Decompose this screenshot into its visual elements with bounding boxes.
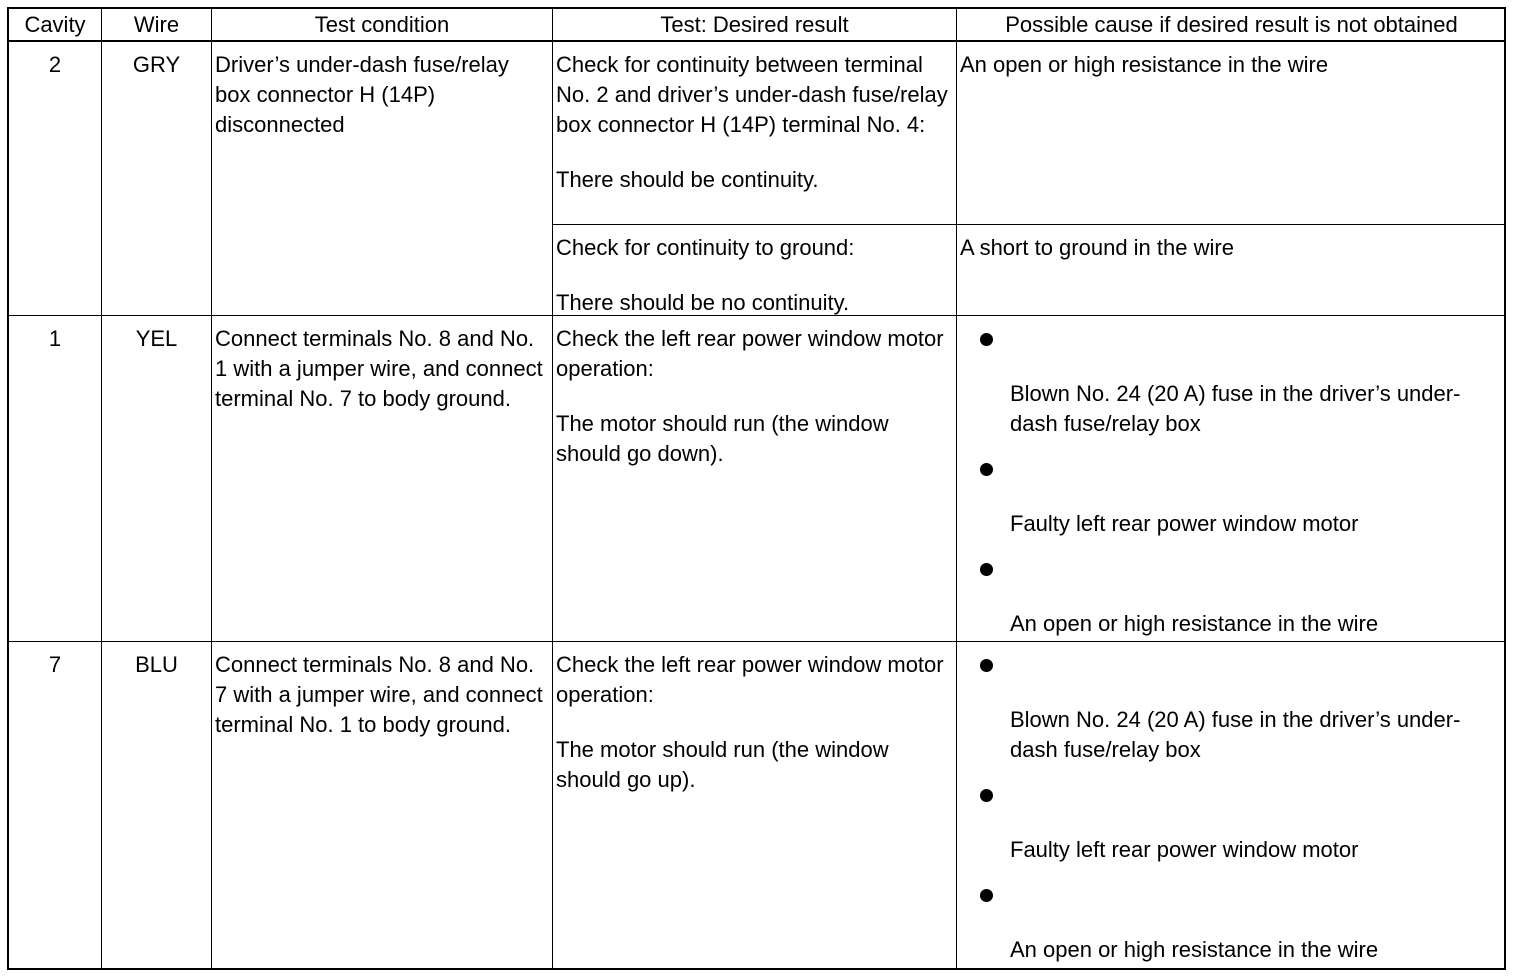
list-item xyxy=(960,780,1504,865)
row-2-test-condition: Driver’s under-dash fuse/relay box connector H (14P) disconnected xyxy=(212,42,553,316)
troubleshooting-table xyxy=(7,7,1506,970)
row-1-desired-result xyxy=(553,316,957,642)
row-2-ground-expect: There should be no continuity. xyxy=(556,290,850,315)
row-7-possible-causes xyxy=(957,642,1506,968)
list-item xyxy=(960,324,1504,439)
row-2-ground-test xyxy=(553,225,957,316)
header-wire: Wire xyxy=(102,9,212,42)
row-2-continuity-check: Check for continuity between terminal No. 2 and driver’s under-dash fuse/relay box connector H (14P) terminal No. 4: xyxy=(556,52,948,137)
row-2-ground-check: Check for continuity to ground: xyxy=(556,235,855,260)
cause-text: Blown No. 24 (20 A) fuse in the driver’s under-dash fuse/relay box xyxy=(1010,381,1461,436)
cause-text: Blown No. 24 (20 A) fuse in the driver’s under-dash fuse/relay box xyxy=(1010,707,1461,762)
row-2-continuity-expect: There should be continuity. xyxy=(556,167,819,192)
header-cavity: Cavity xyxy=(9,9,102,42)
bullet-icon xyxy=(980,324,993,354)
bullet-icon xyxy=(980,880,993,910)
row-7-check: Check the left rear power window motor operation: xyxy=(556,652,944,707)
header-possible-cause: Possible cause if desired result is not obtained xyxy=(957,9,1506,42)
row-7-cavity: 7 xyxy=(9,642,102,968)
row-1-cavity: 1 xyxy=(9,316,102,642)
row-1-check: Check the left rear power window motor operation: xyxy=(556,326,944,381)
row-2-continuity-cause: An open or high resistance in the wire xyxy=(957,42,1506,225)
cause-text: Faulty left rear power window motor xyxy=(1010,511,1359,536)
bullet-icon xyxy=(980,554,993,584)
row-1-wire: YEL xyxy=(102,316,212,642)
row-7-desired-result xyxy=(553,642,957,968)
row-2-cavity: 2 xyxy=(9,42,102,316)
row-2-wire: GRY xyxy=(102,42,212,316)
cause-text: An open or high resistance in the wire xyxy=(1010,611,1379,636)
cause-text: Faulty left rear power window motor xyxy=(1010,837,1359,862)
bullet-icon xyxy=(980,454,993,484)
row-1-expect: The motor should run (the window should go down). xyxy=(556,411,889,466)
header-test-condition: Test condition xyxy=(212,9,553,42)
list-item xyxy=(960,650,1504,765)
bullet-icon xyxy=(980,650,993,680)
row-1-test-condition: Connect terminals No. 8 and No. 1 with a jumper wire, and connect terminal No. 7 to body ground. xyxy=(212,316,553,642)
list-item xyxy=(960,880,1504,965)
row-1-possible-causes xyxy=(957,316,1506,642)
header-desired-result: Test: Desired result xyxy=(553,9,957,42)
row-2-continuity-test xyxy=(553,42,957,225)
row-7-expect: The motor should run (the window should go up). xyxy=(556,737,889,792)
row-7-wire: BLU xyxy=(102,642,212,968)
row-7-test-condition: Connect terminals No. 8 and No. 7 with a jumper wire, and connect terminal No. 1 to body ground. xyxy=(212,642,553,968)
row-2-ground-cause: A short to ground in the wire xyxy=(957,225,1506,316)
cause-text: An open or high resistance in the wire xyxy=(1010,937,1379,962)
list-item xyxy=(960,454,1504,539)
bullet-icon xyxy=(980,780,993,810)
list-item xyxy=(960,554,1504,639)
